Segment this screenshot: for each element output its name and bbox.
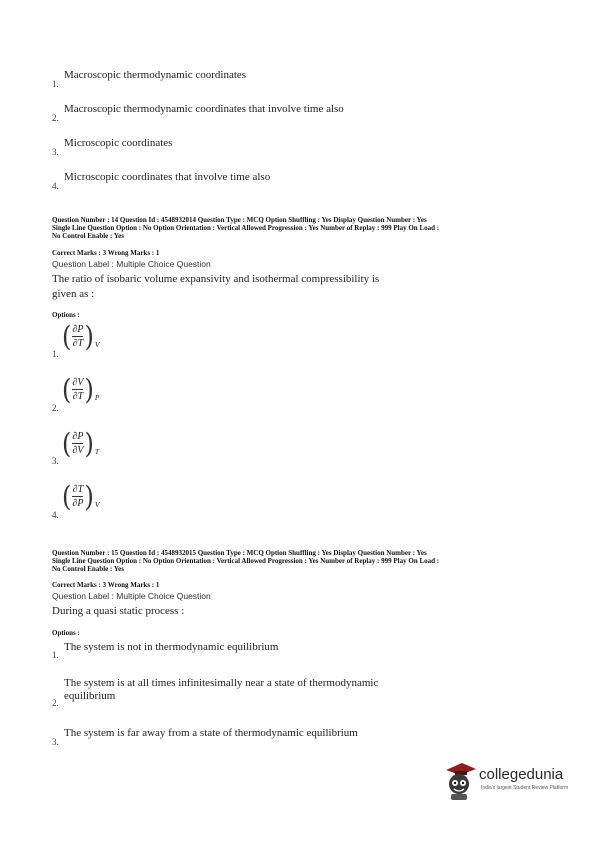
q15-meta-line-3: No Control Enable : Yes	[52, 565, 124, 573]
numerator: ∂P	[72, 431, 84, 442]
prev-option-2-number: 2.	[52, 113, 59, 123]
q14-question-label: Question Label : Multiple Choice Question	[52, 259, 211, 269]
right-paren: )	[84, 427, 94, 460]
subscript: T	[94, 447, 99, 456]
prev-option-4-text: Microscopic coordinates that involve time also	[64, 171, 271, 183]
fraction	[71, 377, 84, 402]
q14-question-text-line-1: The ratio of isobaric volume expansivity and isothermal compressibility is	[52, 273, 380, 285]
q14-marks: Correct Marks : 3 Wrong Marks : 1	[52, 249, 160, 257]
mascot-icon	[440, 760, 478, 802]
fraction	[71, 324, 84, 349]
q14-meta	[52, 216, 552, 240]
q15-option-2-text-line-1[interactable]: The system is at all times infinitesimally near a state of thermodynamic	[64, 677, 379, 689]
q15-option-1-number: 1.	[52, 650, 59, 660]
prev-option-4-number: 4.	[52, 181, 59, 191]
subscript: V	[94, 500, 100, 509]
q15-question-text: During a quasi static process :	[52, 605, 185, 617]
q14-meta-line-2: Single Line Question Option : No Option Orientation : Vertical Allowed Progression : Yes Number of Replay : 999 Play On Load :	[52, 224, 440, 232]
q14-option-4-number: 4.	[52, 510, 59, 520]
q14-question-text-line-2: given as :	[52, 288, 95, 300]
q14-option-3-formula[interactable]	[62, 427, 99, 460]
q14-option-1-formula[interactable]	[62, 320, 100, 353]
left-paren: (	[62, 480, 72, 513]
q14-option-4-formula[interactable]	[62, 480, 100, 513]
fraction	[71, 484, 84, 509]
denominator: ∂P	[72, 498, 84, 509]
fraction-bar	[72, 389, 83, 390]
prev-option-1-number: 1.	[52, 79, 59, 89]
numerator: ∂T	[72, 484, 84, 495]
subscript: P	[94, 393, 100, 402]
prev-option-3-text: Microscopic coordinates	[64, 137, 173, 149]
numerator: ∂V	[72, 377, 84, 388]
fraction-bar	[72, 443, 83, 444]
q15-meta-line-2: Single Line Question Option : No Option Orientation : Vertical Allowed Progression : Yes Number of Replay : 999 Play On Load :	[52, 557, 440, 565]
q14-option-2-number: 2.	[52, 403, 59, 413]
q15-meta-line-1: Question Number : 15 Question Id : 4548932015 Question Type : MCQ Option Shuffling : Yes Display Question Number : Yes	[52, 549, 427, 557]
q15-option-1-text[interactable]: The system is not in thermodynamic equilibrium	[64, 641, 279, 653]
logo-brand-name: collegedunia	[479, 766, 564, 783]
q15-options-header: Options :	[52, 629, 80, 637]
q14-meta-line-3: No Control Enable : Yes	[52, 232, 124, 240]
q15-option-2-number: 2.	[52, 698, 59, 708]
fraction-bar	[72, 336, 83, 337]
collegedunia-logo	[440, 760, 585, 802]
prev-option-2-text: Macroscopic thermodynamic coordinates that involve time also	[64, 103, 344, 115]
denominator: ∂V	[72, 445, 84, 456]
q14-option-2-formula[interactable]	[62, 373, 100, 406]
numerator: ∂P	[72, 324, 84, 335]
right-paren: )	[84, 320, 94, 353]
denominator: ∂T	[72, 391, 84, 402]
prev-option-3-number: 3.	[52, 147, 59, 157]
q14-option-1-number: 1.	[52, 349, 59, 359]
q14-meta-line-1: Question Number : 14 Question Id : 4548932014 Question Type : MCQ Option Shuffling : Yes Display Question Number : Yes	[52, 216, 427, 224]
q15-option-2-text-line-2[interactable]: equilibrium	[64, 690, 116, 702]
logo-tagline: India's largest Student Review Platform	[481, 785, 569, 791]
denominator: ∂T	[72, 338, 84, 349]
q15-marks: Correct Marks : 3 Wrong Marks : 1	[52, 581, 160, 589]
subscript: V	[94, 340, 100, 349]
right-paren: )	[84, 373, 94, 406]
q15-meta	[52, 549, 552, 573]
fraction	[71, 431, 84, 456]
right-paren: )	[84, 480, 94, 513]
fraction-bar	[72, 496, 83, 497]
q15-option-3-number: 3.	[52, 737, 59, 747]
prev-option-1-text: Macroscopic thermodynamic coordinates	[64, 69, 247, 81]
left-paren: (	[62, 427, 72, 460]
left-paren: (	[62, 373, 72, 406]
q14-option-3-number: 3.	[52, 456, 59, 466]
q15-question-label: Question Label : Multiple Choice Question	[52, 591, 211, 601]
left-paren: (	[62, 320, 72, 353]
q14-options-header: Options :	[52, 311, 80, 319]
q15-option-3-text[interactable]: The system is far away from a state of thermodynamic equilibrium	[64, 727, 358, 739]
